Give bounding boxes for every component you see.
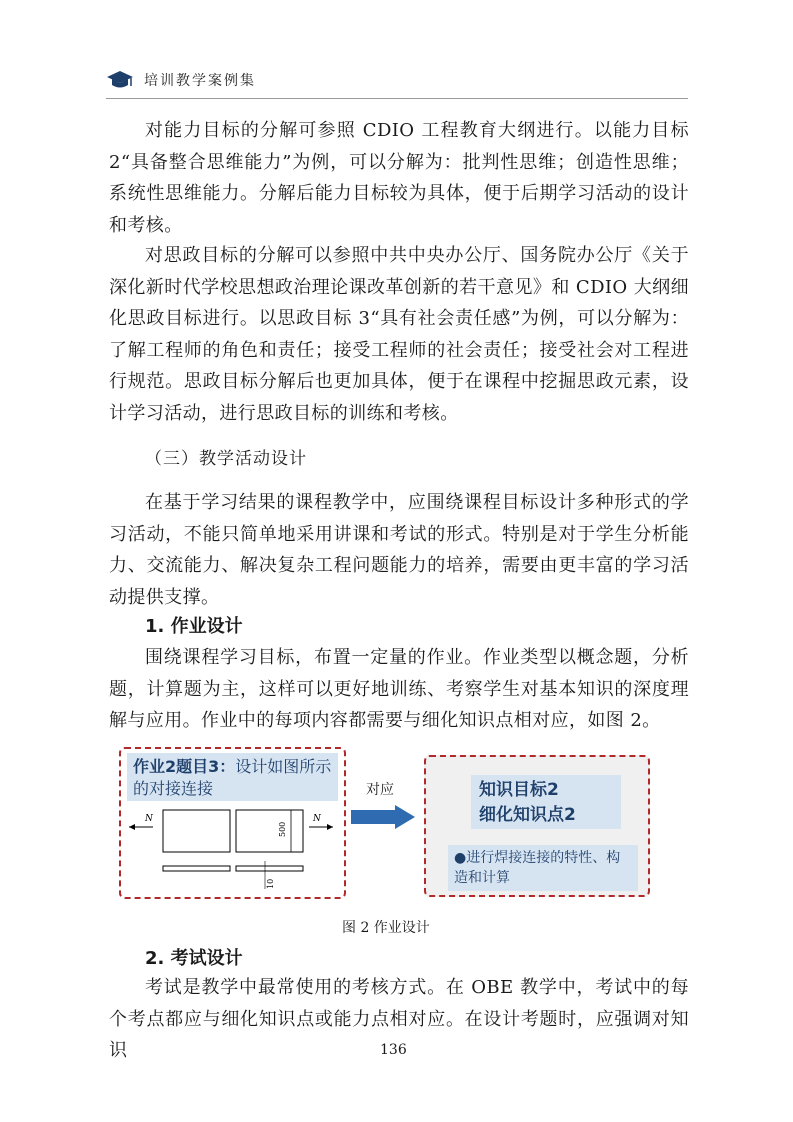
- paragraph-ideology-goals: 对思政目标的分解可以参照中共中央办公厅、国务院办公厅《关于深化新时代学校思想政治理论课改革创新的若干意见》和 CDIO 大纲细化思政目标进行。以思政目标 3“具有社会责任感”为例，可以分解为：了解工程师的角色和责任；接受工程师的社会责任；接受社会对工程进行规范。思政目标分解后也更加具体，便于在课程中挖掘思政元素，设计学习活动，进行思政目标的训练和考核。: [109, 245, 689, 424]
- header-title: 培训教学案例集: [144, 73, 256, 89]
- paragraph-exam: 考试是教学中最常使用的考核方式。在 OBE 教学中，考试中的每个考点都应与细化知识点或能力点相对应。在设计考题时，应强调对知识: [109, 977, 689, 1061]
- knowledge-point-title: 细化知识点2: [479, 805, 576, 825]
- figure-caption: 图 2 作业设计: [342, 920, 430, 936]
- header-divider: [106, 98, 688, 99]
- subheading-homework: 1. 作业设计: [145, 616, 243, 637]
- paragraph-activities: 在基于学习结果的课程教学中，应围绕课程目标设计多种形式的学习活动，不能只简单地采用讲课和考试的形式。特别是对于学生分析能力、交流能力、解决复杂工程问题能力的培养，需要由更丰富的学习活动提供支撑。: [109, 492, 689, 608]
- butt-joint-drawing: [127, 805, 339, 891]
- dimension-500: 500: [278, 821, 287, 837]
- knowledge-target-box: [471, 775, 621, 829]
- dimension-10: 10: [266, 878, 275, 889]
- paragraph-ability-goals: 对能力目标的分解可参照 CDIO 工程教育大纲进行。以能力目标 2“具备整合思维能力”为例，可以分解为：批判性思维；创造性思维；系统性思维能力。分解后能力目标较为具体，便于后期学习活动的设计和考核。: [109, 120, 689, 236]
- paragraph-homework: 围绕课程学习目标，布置一定量的作业。作业类型以概念题，分析题，计算题为主，这样可以更好地训练、考察学生对基本知识的深度理解与应用。作业中的每项内容都需要与细化知识点相对应，如图 2。: [109, 647, 689, 731]
- force-label-right: N: [313, 814, 321, 824]
- homework-question-box: [127, 753, 338, 801]
- page-number: 136: [380, 1042, 407, 1058]
- graduation-cap-icon: [106, 69, 134, 91]
- figure-homework-panel: [119, 747, 346, 899]
- figure-knowledge-panel: [424, 755, 650, 897]
- homework-question-label: 作业2题目3：: [133, 757, 236, 776]
- knowledge-target-title: 知识目标2: [479, 780, 559, 800]
- homework-question-text: 设计如图所示的对接连接: [133, 757, 332, 798]
- knowledge-detail-box: ●进行焊接连接的特性、构造和计算: [448, 845, 638, 891]
- force-label-left: N: [145, 814, 153, 824]
- arrow-label: 对应: [366, 782, 394, 798]
- page-header: [106, 68, 256, 92]
- subheading-exam: 2. 考试设计: [145, 948, 243, 969]
- section-heading-activities: （三）教学活动设计: [145, 449, 307, 469]
- right-arrow-icon: [350, 805, 416, 829]
